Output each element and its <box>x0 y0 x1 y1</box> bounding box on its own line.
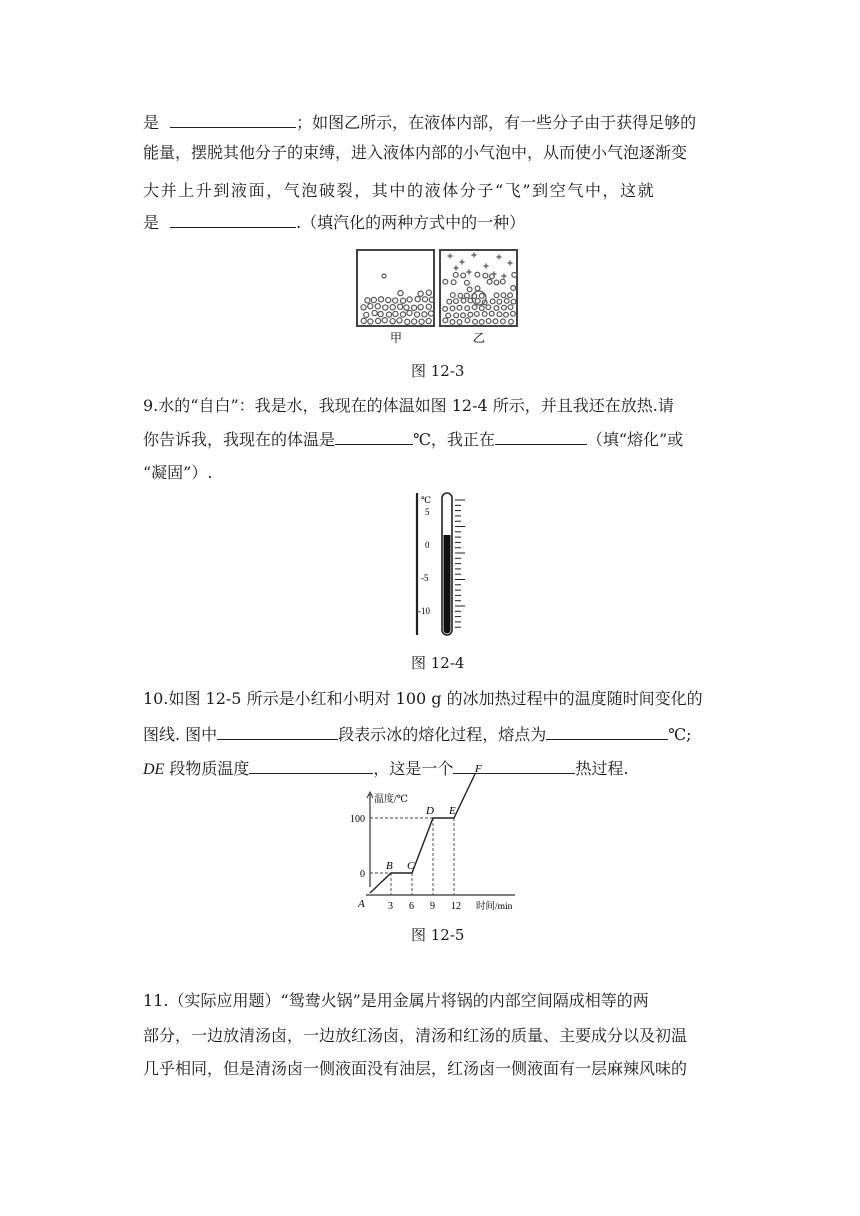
temperature-line <box>370 774 475 893</box>
figure-caption: 图 12-4 <box>411 654 465 672</box>
fig-right-label: 乙 <box>473 331 486 345</box>
q8-text-4b: .（填汽化的两种方式中的一种） <box>296 213 526 232</box>
q8-text-4a: 是 <box>143 213 165 232</box>
answer-blank[interactable] <box>217 724 338 740</box>
q9-line-3: “凝固”）. <box>143 463 213 482</box>
q9-line-2 <box>143 429 683 450</box>
chart-axes <box>366 792 515 895</box>
point-label-a: A <box>358 898 365 910</box>
q8-line-1 <box>143 112 696 133</box>
mercury-column <box>444 535 451 634</box>
q10-segment-de: DE <box>143 761 165 778</box>
q9-line-1: 9.水的“自白”：我是水，我现在的体温如图 12-4 所示，并且我还在放热.请 <box>143 396 674 415</box>
q8-line-4 <box>143 212 525 233</box>
thermometer-label-minus-10: -10 <box>418 606 430 616</box>
x-tick-label: 3 <box>388 901 393 912</box>
y-tick-label: 0 <box>360 869 365 880</box>
answer-blank[interactable] <box>249 758 373 774</box>
q9-text-2a: 你告诉我，我现在的体温是 <box>143 430 336 449</box>
answer-blank[interactable] <box>495 429 587 445</box>
point-label-d: D <box>426 805 434 817</box>
q9-text-2c: （填“熔化”或 <box>586 430 684 449</box>
figure-caption: 图 12-3 <box>411 362 465 380</box>
thermometer-label-0: 0 <box>425 540 430 550</box>
answer-blank[interactable] <box>170 212 296 228</box>
q10-line-3 <box>143 758 629 780</box>
q11-line-3: 几乎相同，但是清汤卤一侧液面没有油层，红汤卤一侧液面有一层麻辣风味的 <box>143 1059 688 1078</box>
chart-guides <box>370 818 454 895</box>
point-label-b: B <box>386 860 393 872</box>
y-tick-label: 100 <box>350 814 365 825</box>
thermometer-label-5: 5 <box>425 507 430 517</box>
x-tick-label: 6 <box>409 901 414 912</box>
point-label-e: E <box>449 805 456 817</box>
q8-line-2: 能量，摆脱其他分子的束缚，进入液体内部的小气泡中，从而使小气泡逐渐变 <box>143 143 688 162</box>
point-label-c: C <box>407 860 415 872</box>
thermometer-figure <box>412 490 472 640</box>
q9-text-2b: ℃，我正在 <box>413 430 495 449</box>
figure-caption: 图 12-5 <box>411 926 465 944</box>
q8-text-1b: ；如图乙所示，在液体内部，有一些分子由于获得足够的 <box>296 113 697 132</box>
chart-series <box>370 774 475 893</box>
q10-text-2c: ℃; <box>668 725 692 744</box>
answer-blank[interactable] <box>453 758 575 774</box>
q10-line-1: 10.如图 12-5 所示是小红和小明对 100 g 的冰加热过程中的温度随时间变化的 <box>143 689 703 708</box>
q8-text-1a: 是 <box>143 113 165 132</box>
point-label-f: F <box>475 763 482 775</box>
q10-line-2 <box>143 724 692 745</box>
q8-line-3: 大并上升到液面，气泡破裂，其中的液体分子“飞”到空气中，这就 <box>143 181 656 200</box>
evaporation-boiling-figure <box>354 248 520 348</box>
q11-line-2: 部分，一边放清汤卤，一边放红汤卤，清汤和红汤的质量、主要成分以及初温 <box>143 1026 688 1045</box>
q10-text-2a: 图线. 图中 <box>143 725 218 744</box>
answer-blank[interactable] <box>546 724 668 740</box>
thermometer-scale <box>455 500 465 627</box>
thermometer-unit: ℃ <box>421 495 432 505</box>
beaker-right <box>440 250 517 326</box>
fig-left-label: 甲 <box>390 331 403 345</box>
thermometer-label-minus-5: -5 <box>421 573 429 583</box>
x-axis-label: 时间/min <box>476 902 513 912</box>
x-tick-label: 12 <box>451 901 461 912</box>
q10-text-3b: 段物质温度 <box>164 759 250 778</box>
y-axis-label: 温度/℃ <box>374 794 408 805</box>
x-tick-label: 9 <box>430 901 435 912</box>
q10-text-3c: ，这是一个 <box>373 759 454 778</box>
answer-blank[interactable] <box>170 112 296 128</box>
q10-text-2b: 段表示冰的熔化过程，熔点为 <box>338 725 547 744</box>
q11-line-1: 11.（实际应用题）“鸳鸯火锅”是用金属片将锅的内部空间隔成相等的两 <box>143 991 649 1010</box>
q10-text-3d: 热过程. <box>575 759 629 778</box>
answer-blank[interactable] <box>335 429 413 445</box>
